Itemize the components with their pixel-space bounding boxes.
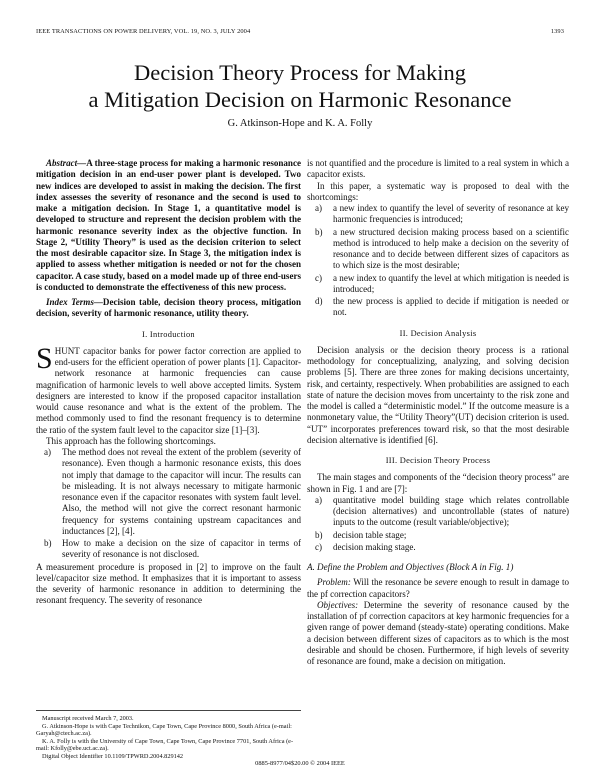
list-marker: c) <box>315 272 323 283</box>
problem-text-b: enough to result in damage to the pf correction capacitors? <box>307 577 569 599</box>
stages-list <box>307 495 569 553</box>
footnote-author-2: K. A. Folly is with the University of Cape Town, Cape Town, Cape Province 7701, South Africa (e-mail: Kfolly@ebe.uct.ac.za). <box>36 737 294 753</box>
page-number: 1393 <box>550 28 564 35</box>
section-heading-introduction: I. Introduction <box>142 329 195 339</box>
process-paragraph: The main stages and components of the “decision theory process” are shown in Fig. 1 and are [7]: <box>307 472 569 494</box>
list-item-text: the new process is applied to decide if mitigation is needed or not. <box>333 296 569 318</box>
abstract-text: A three-stage process for making a harmonic resonance mitigation decision in an end-user power plant is developed. Two new indices are developed to assist in making the decision. The first index assesses the severity of resonance and the second is used to make a mitigation decision. In Stage 1, a quantitative model is developed to structure and represent the decision problem with the harmonic resonance severity index as the objective function. In Stage 2, “Utility Theory” is used as the decision criterion to select the most desirable capacitor size. In Stage 3, the mitigation index is applied to assess whether mitigation is needed or not for the chosen capacitor. A case study, based on a model made up of three end-users is conducted to demonstrate the effectiveness of this new process. <box>36 158 301 292</box>
list-item <box>315 273 569 296</box>
list-item-text: a new index to quantify the level at which mitigation is needed is introduced; <box>333 272 569 294</box>
right-paragraph-2: In this paper, a systematic way is proposed to deal with the shortcomings: <box>307 180 569 202</box>
abstract <box>36 158 301 293</box>
list-item <box>315 227 569 272</box>
list-item-text: decision making stage. <box>333 541 416 552</box>
abstract-lead: Abstract— <box>46 158 87 168</box>
list-item <box>315 495 569 529</box>
footnotes <box>36 710 301 761</box>
subsection-heading: A. Define the Problem and Objectives (Block A in Fig. 1) <box>307 562 514 572</box>
list-item <box>315 542 569 553</box>
shortcomings-list <box>36 447 301 561</box>
list-marker: a) <box>44 447 52 457</box>
list-item-text: How to make a decision on the size of capacitor in terms of severity of resonance is not disclosed. <box>62 538 301 560</box>
journal-name: IEEE TRANSACTIONS ON POWER DELIVERY, VOL. 19, NO. 3, JULY 2004 <box>36 28 251 35</box>
index-terms-text: Decision table, decision theory process, mitigation decision, severity of harmonic resonance, utility theory. <box>36 297 301 319</box>
problem-text-a: Will the resonance be <box>353 577 433 588</box>
list-item-text: The method does not reveal the extent of the problem (severity of resonance). Even though a harmonic resonance exists, this does not imply that damage to the capacitor will incur. The results can be misleading. It is not always necessary to mitigate harmonic resonance even if the capacitor resonates with system fault level. Also, the method will not give the correct resonant harmonic frequency for systems containing upstream capacitances and inductances [2], [4]. <box>62 447 301 536</box>
footnote-received: Manuscript received March 7, 2003. <box>42 715 134 722</box>
list-item <box>44 447 301 537</box>
problem-paragraph <box>307 577 569 600</box>
intro-paragraph-2: This approach has the following shortcomings. <box>46 435 216 446</box>
list-item-text: a new index to quantify the level of severity of resonance at key harmonic frequencies is introduced; <box>333 203 569 225</box>
footnote-doi: Digital Object Identifier 10.1109/TPWRD.2004.829142 <box>42 752 184 760</box>
title-line-1: Decision Theory Process for Making <box>133 60 467 85</box>
paper-title <box>36 60 564 113</box>
list-item <box>315 203 569 226</box>
list-marker: c) <box>315 541 323 552</box>
copyright-line: 0885-8977/04$20.00 © 2004 IEEE <box>255 760 345 767</box>
list-item-text: decision table stage; <box>333 529 407 540</box>
list-item <box>44 538 301 561</box>
right-column <box>307 158 569 667</box>
right-paragraph-1: is not quantified and the procedure is limited to a real system in which a capacitor exists. <box>307 158 569 180</box>
objectives-paragraph <box>307 600 569 668</box>
list-item-text: a new structured decision making process based on a scientific method is introduced to help make a decision on the severity of resonance and to decide between different sizes of capacitors as to which size is the most desirable; <box>333 226 569 271</box>
contributions-list <box>307 203 569 319</box>
list-marker: b) <box>315 529 323 540</box>
left-column <box>36 158 301 607</box>
intro-paragraph-1-text: HUNT capacitor banks for power factor correction are applied to end-users for the efficient operation of power plants [1]. Capacitor-network resonance at harmonic frequencies can cause magnification of harmonic levels to well above accepted limits. System designers are interested to know if the proposed capacitor installation would cause resonance and what is the extent of the problem. The method commonly used to find the resonant frequency is to determine the ratio of the system fault level to the capacitor size [1]–[3]. <box>36 345 301 435</box>
index-terms-lead: Index Terms— <box>46 297 103 307</box>
intro-paragraph-3: A measurement procedure is proposed in [2] to improve on the fault level/capacitor size method. It emphasizes that it is important to assess the severity of harmonic resonance in addition to determining the resonant frequency. The severity of resonance <box>36 561 301 606</box>
intro-paragraph-1 <box>36 341 301 436</box>
running-header <box>36 28 564 38</box>
section-heading-decision-theory-process: III. Decision Theory Process <box>385 456 491 465</box>
objectives-text: Determine the severity of resonance caused by the installation of pf correction capacitors at key harmonic frequencies for a given range of power demand (steady-state) operating conditions. Make a decision between different sizes of capacitors as to which is the most desirable and should be chosen. Furthermore, if high levels of severity of resonance are found, make a decision on mitigation. <box>307 599 569 666</box>
list-item <box>315 296 569 319</box>
problem-label: Problem: <box>317 577 351 588</box>
title-line-2: a Mitigation Decision on Harmonic Resonance <box>88 86 512 112</box>
list-marker: a) <box>315 203 323 213</box>
list-marker: b) <box>44 538 52 548</box>
problem-emphasis: severe <box>434 577 458 588</box>
footnote-author-1: G. Atkinson-Hope is with Cape Technikon, Cape Town, Cape Province 8000, South Africa (e-mail: Garyah@ctech.ac.za). <box>36 722 292 738</box>
authors: G. Atkinson-Hope and K. A. Folly <box>227 118 373 129</box>
index-terms <box>36 297 301 320</box>
drop-cap: S <box>36 341 53 375</box>
list-item <box>315 530 569 541</box>
list-marker: d) <box>315 296 323 306</box>
objectives-label: Objectives: <box>317 599 359 610</box>
list-item-text: quantitative model building stage which relates controllable (decision alternatives) and uncontrollable (states of nature) inputs to the outcome (result variable/objective); <box>333 494 569 528</box>
list-marker: b) <box>315 226 323 237</box>
section-heading-decision-analysis: II. Decision Analysis <box>399 328 477 338</box>
list-marker: a) <box>315 494 323 505</box>
decision-analysis-paragraph: Decision analysis or the decision theory process is a rational methodology for conceptualizing, analyzing, and solving decision problems [5]. There are three zones for making decisions uncertainty, risk, and certainty, respectively. When probabilities are assigned to each state of nature the decision moves from uncertainty to the risk zone and the model is called a “deterministic model.” If the outcome measure is a nonmonetary value, the “Utility Theory”(UT) decision criterion is used. “UT” incorporates preferences toward risk, so that the most desirable decision alternative is identified [6]. <box>307 344 569 445</box>
